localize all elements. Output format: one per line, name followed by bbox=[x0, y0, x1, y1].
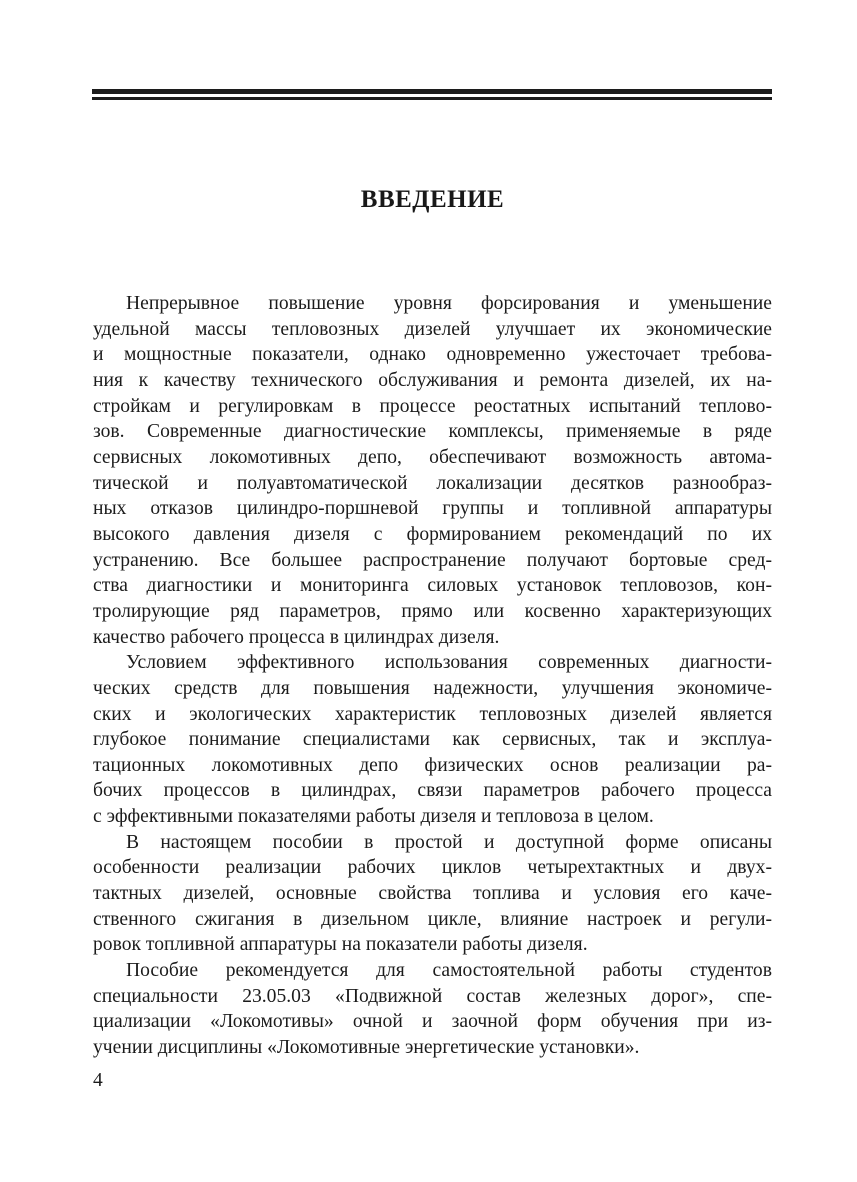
text-line: и мощностные показатели, однако одновременно ужесточает требова- bbox=[93, 344, 772, 366]
text-line: ственного сжигания в дизельном цикле, влияние настроек и регули- bbox=[93, 908, 772, 930]
paragraph bbox=[93, 958, 772, 1061]
text-line: тактных дизелей, основные свойства топлива и условия его каче- bbox=[93, 883, 772, 905]
text-line: бочих процессов в цилиндрах, связи параметров рабочего процесса bbox=[93, 780, 772, 802]
text-line: ровок топливной аппаратуры на показатели работы дизеля. bbox=[93, 934, 588, 956]
text-line: зов. Современные диагностические комплексы, применяемые в ряде bbox=[93, 421, 772, 443]
header-rule bbox=[92, 89, 772, 100]
text-line: Пособие рекомендуется для самостоятельной работы студентов bbox=[126, 960, 772, 982]
paragraph bbox=[93, 650, 772, 830]
text-line: сервисных локомотивных депо, обеспечивают возможность автома- bbox=[93, 446, 772, 468]
text-line: качество рабочего процесса в цилиндрах дизеля. bbox=[93, 626, 500, 648]
text-line: устранению. Все большее распространение получают бортовые сред- bbox=[93, 549, 772, 571]
text-line: учении дисциплины «Локомотивные энергетические установки». bbox=[93, 1037, 640, 1059]
paragraph bbox=[93, 291, 772, 650]
text-line: особенности реализации рабочих циклов четырехтактных и двух- bbox=[93, 857, 772, 879]
text-line: ских и экологических характеристик тепловозных дизелей является bbox=[93, 703, 772, 725]
text-line: стройкам и регулировкам в процессе реостатных испытаний теплово- bbox=[93, 395, 772, 417]
text-line: тационных локомотивных депо физических основ реализации ра- bbox=[93, 754, 772, 776]
text-line: В настоящем пособии в простой и доступной форме описаны bbox=[126, 831, 772, 853]
text-line: Условием эффективного использования современных диагности- bbox=[126, 652, 772, 674]
text-line: специальности 23.05.03 «Подвижной состав железных дорог», спе- bbox=[93, 985, 772, 1007]
header-rule-thick bbox=[92, 89, 772, 94]
text-line: тической и полуавтоматической локализации десятков разнообраз- bbox=[93, 472, 772, 494]
page-title: ВВЕДЕНИЕ bbox=[360, 186, 505, 213]
text-line: циализации «Локомотивы» очной и заочной форм обучения при из- bbox=[93, 1011, 772, 1033]
text-line: ства диагностики и мониторинга силовых установок тепловозов, кон- bbox=[93, 575, 772, 597]
text-line: ческих средств для повышения надежности, улучшения экономиче- bbox=[93, 677, 772, 699]
text-line: глубокое понимание специалистами как сервисных, так и эксплуа- bbox=[93, 729, 772, 751]
text-line: с эффективными показателями работы дизеля и тепловоза в целом. bbox=[93, 806, 654, 828]
text-line: удельной массы тепловозных дизелей улучшает их экономические bbox=[93, 318, 772, 340]
text-line: Непрерывное повышение уровня форсирования и уменьшение bbox=[126, 293, 772, 314]
text-line: высокого давления дизеля с формированием рекомендаций по их bbox=[93, 523, 772, 545]
text-line: ных отказов цилиндро-поршневой группы и топливной аппаратуры bbox=[93, 498, 772, 520]
page-number: 4 bbox=[93, 1070, 103, 1091]
text-line: тролирующие ряд параметров, прямо или косвенно характеризующих bbox=[93, 600, 772, 622]
text-line: ния к качеству технического обслуживания и ремонта дизелей, их на- bbox=[93, 369, 772, 391]
paragraph bbox=[93, 830, 772, 958]
body-text bbox=[93, 291, 772, 1061]
header-rule-thin bbox=[92, 97, 772, 100]
